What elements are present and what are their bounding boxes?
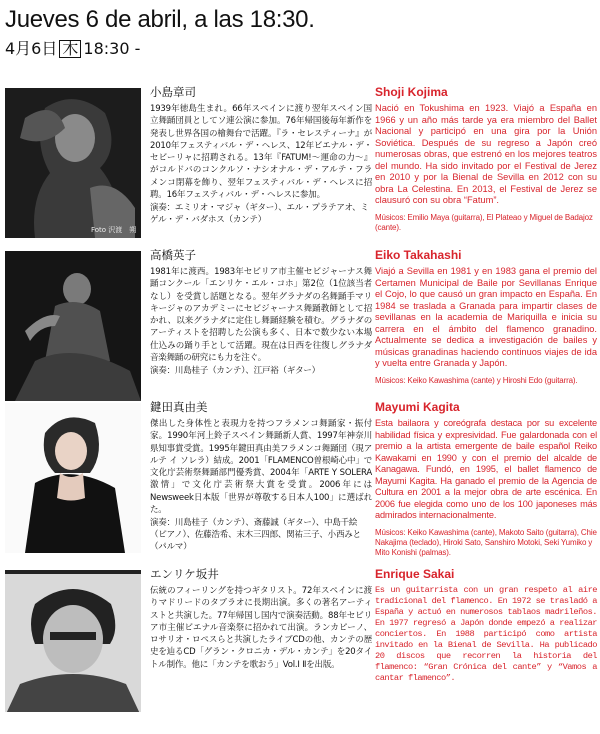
start-time: 18:30 - [83, 39, 141, 58]
dancer-portrait-image [5, 88, 141, 238]
artist-row-takahashi [5, 247, 595, 415]
es-profile-sakai [375, 566, 597, 684]
es-artist-name: Enrique Sakai [375, 567, 455, 581]
es-artist-bio: Esta bailaora y coreógrafa destaca por su excelente habilidad física y expresividad. Fue galardonada con el premio a la artista emergente de baile español Reiko Kawakami en 1990 y con el premio del alcalde de Kanagawa. Fundó, en 1995, el ballet flamenco de Mayumi Kagita. Ha ganado el premio de la Agencia de Cultura en 2001 a la mejor obra de arte escénica. En 2006 fue elegida como uno de los 100 japoneses más admirados internacionalmente. [375, 418, 597, 520]
artist-photo-takahashi [5, 251, 141, 401]
jp-artist-bio: 1981年に渡西。1983年セビリア市主催セビジャーナス舞踊コンクール「エンリケ・エル・コホ」第2位（1位該当者なし）を受賞し話題となる。翌年グラナダの名舞踊手マリキージャのアカデミーにセビジャーナス舞踊教師として招かれ、以来グラナダに定住し舞踊経験を積む。グラナダのアーティストを招聘した公演も多く、日本で数少ない本場仕込みの踊り手として活躍。現在は日西を往復しグラナダ音楽舞踊の研究にも力を注ぐ。 [150, 267, 372, 364]
jp-musicians: 演奏：エミリオ・マジャ（ギター）、エル・プラテアオ、ミゲル・デ・バダホス（カンテ） [150, 203, 369, 226]
guitarist-portrait-image [5, 570, 141, 712]
artist-photo-kagita [5, 403, 141, 553]
portrait-photo-image [5, 403, 141, 553]
jp-artist-name: エンリケ坂井 [150, 567, 219, 581]
jp-profile-kojima [150, 84, 372, 226]
jp-profile-kagita [150, 399, 372, 553]
jp-artist-bio: 1939年徳島生まれ。66年スペインに渡り翌年スペイン国立舞踊団員としてソ連公演に参加。76年帰国後毎年新作を発表し世界各国の檜舞台で活躍。『ラ・セレスティーナ』が2010年フェスティバル・デ・ヘレス、12年ビエナル・デ・セビーリャに招聘される。13年『FATUM!〜運命の力〜』がコルドバのコンクルソ・ナシオナル・デ・アルテ・フラメンコ閉幕を飾り、翌年フェスティバル・デ・ヘレスに招聘。16年フェスティバル・デ・ヘレスに参加。 [150, 104, 372, 201]
jp-artist-name: 高橋英子 [150, 248, 196, 262]
jp-musicians: 演奏：川島桂子（カンテ）、江戸裕（ギター） [150, 366, 320, 377]
es-musicians: Músicos: Emilio Maya (guitarra), El Plateao y Miguel de Badajoz (cante). [375, 212, 593, 232]
jp-artist-bio: 傑出した身体性と表現力を持つフラメンコ舞踊家・振付家。1990年河上鈴子スペイン舞踊新人賞、1997年神奈川県知事賞受賞。1995年鍵田真由美フラメンコ舞踊団（現アルテ イ ソレラ）結成。2001「FLAMENCO曽根崎心中」で文化庁芸術祭舞踊部門優秀賞、2004年「ARTE Y SOLERA 激情」で文化庁芸術祭大賞を受賞。2006年にはNewsweek日本版「世界が尊敬する日本人100」に選ばれた。 [150, 419, 372, 516]
event-header [5, 6, 595, 60]
artist-photo-sakai [5, 570, 141, 712]
es-artist-name: Eiko Takahashi [375, 248, 462, 262]
dancer-photo-image [5, 251, 141, 401]
es-musicians: Músicos: Keiko Kawashima (cante), Makoto Saito (guitarra), Chie Nakajima (teclado), Hiroki Sato, Sanshiro Motoki, Seki Yumiko y Mito Konishi (palmas). [375, 527, 597, 557]
es-profile-kojima [375, 84, 597, 233]
es-musicians: Músicos: Keiko Kawashima (cante) y Hiroshi Edo (guitarra). [375, 375, 578, 385]
jp-artist-name: 小島章司 [150, 85, 196, 99]
event-title: Jueves 6 de abril, a las 18:30. [5, 6, 315, 33]
jp-profile-takahashi [150, 247, 372, 377]
es-artist-bio: Es un guitarrista con un gran respeto al aire tradicional del flamenco. En 1972 se trasladó a España y actuó en numerosos tablaos madrileños. En 1977 regresó a Japón donde empezó a realizar conciertos. En 1988 participó como artista invitado en la Bienal de Sevilla. Ha publicado 20 discos que recorren la historia del flamenco: “Gran Crónica del cante” y “Vamos a cantar flamenco”. [375, 585, 597, 683]
jp-musicians: 演奏：川島桂子（カンテ）、斎藤誠（ギター）、中島千絵（ピアノ）、佐藤浩希、末木三四郎、関祐三子、小西みと（パルマ） [150, 518, 361, 553]
jp-artist-name: 鍵田真由美 [150, 400, 208, 414]
artist-row-kagita [5, 399, 595, 567]
date-prefix: 4月6日 [5, 39, 58, 58]
artist-row-sakai [5, 566, 595, 734]
artist-row-kojima [5, 84, 595, 252]
photo-credit: Foto 沢渡 朔 [91, 226, 137, 234]
jp-artist-bio: 伝統のフィーリングを持つギタリスト。72年スペインに渡りマドリードのタブラオに長期出演。多くの著名アーティストと共演した。77年帰国し国内で演奏活動。88年セビリア市主催ビエナル音楽祭に招かれて出演。ランカピーノ、ロサリオ・ロペスらと共演したライブCDの他、カンテの歴史を辿るCD「グラン・クロニカ・デル・カンテ」を20タイトル制作。他に「カンテを歌おう」Vol.Ⅰ Ⅱを出版。 [150, 586, 372, 670]
es-artist-bio: Nació en Tokushima en 1923. Viajó a España en 1966 y un año más tarde ya era miembro del Ballet Nacional y participó en una gira por la Unión Soviética. Después de su regreso a Japón creó numerosas obras, que estrenó en los mejores teatros del mundo. Ha sido invitado por el Festival de Jerez en 2010 y por la Bienal de Sevilla en 2012 con su obra La Celestina. En 2013, el Festival de Jerez se clausuró con su obra “Fatum”. [375, 103, 597, 205]
artist-photo-kojima [5, 88, 141, 238]
es-artist-name: Shoji Kojima [375, 85, 448, 99]
event-date-jp [5, 38, 595, 60]
es-profile-takahashi [375, 247, 597, 386]
es-profile-kagita [375, 399, 597, 558]
es-artist-bio: Viajó a Sevilla en 1981 y en 1983 gana el premio del Certamen Municipal de Baile por Sevillanas Enrique el Cojo, lo que causó un gran impacto en España. En 1984 se traslada a Granada para impartir clases de sevillanas en la academia de Mariquilla e inicia su carrera en el ámbito del flamenco granadino. Actualmente se dedica a investigación de bailes y músicas granadinas haciendo continuos viajes de ida y vuelta entre Granada y Japón. [375, 266, 597, 368]
jp-profile-sakai [150, 566, 372, 671]
es-artist-name: Mayumi Kagita [375, 400, 460, 414]
weekday-badge: 木 [59, 40, 81, 58]
